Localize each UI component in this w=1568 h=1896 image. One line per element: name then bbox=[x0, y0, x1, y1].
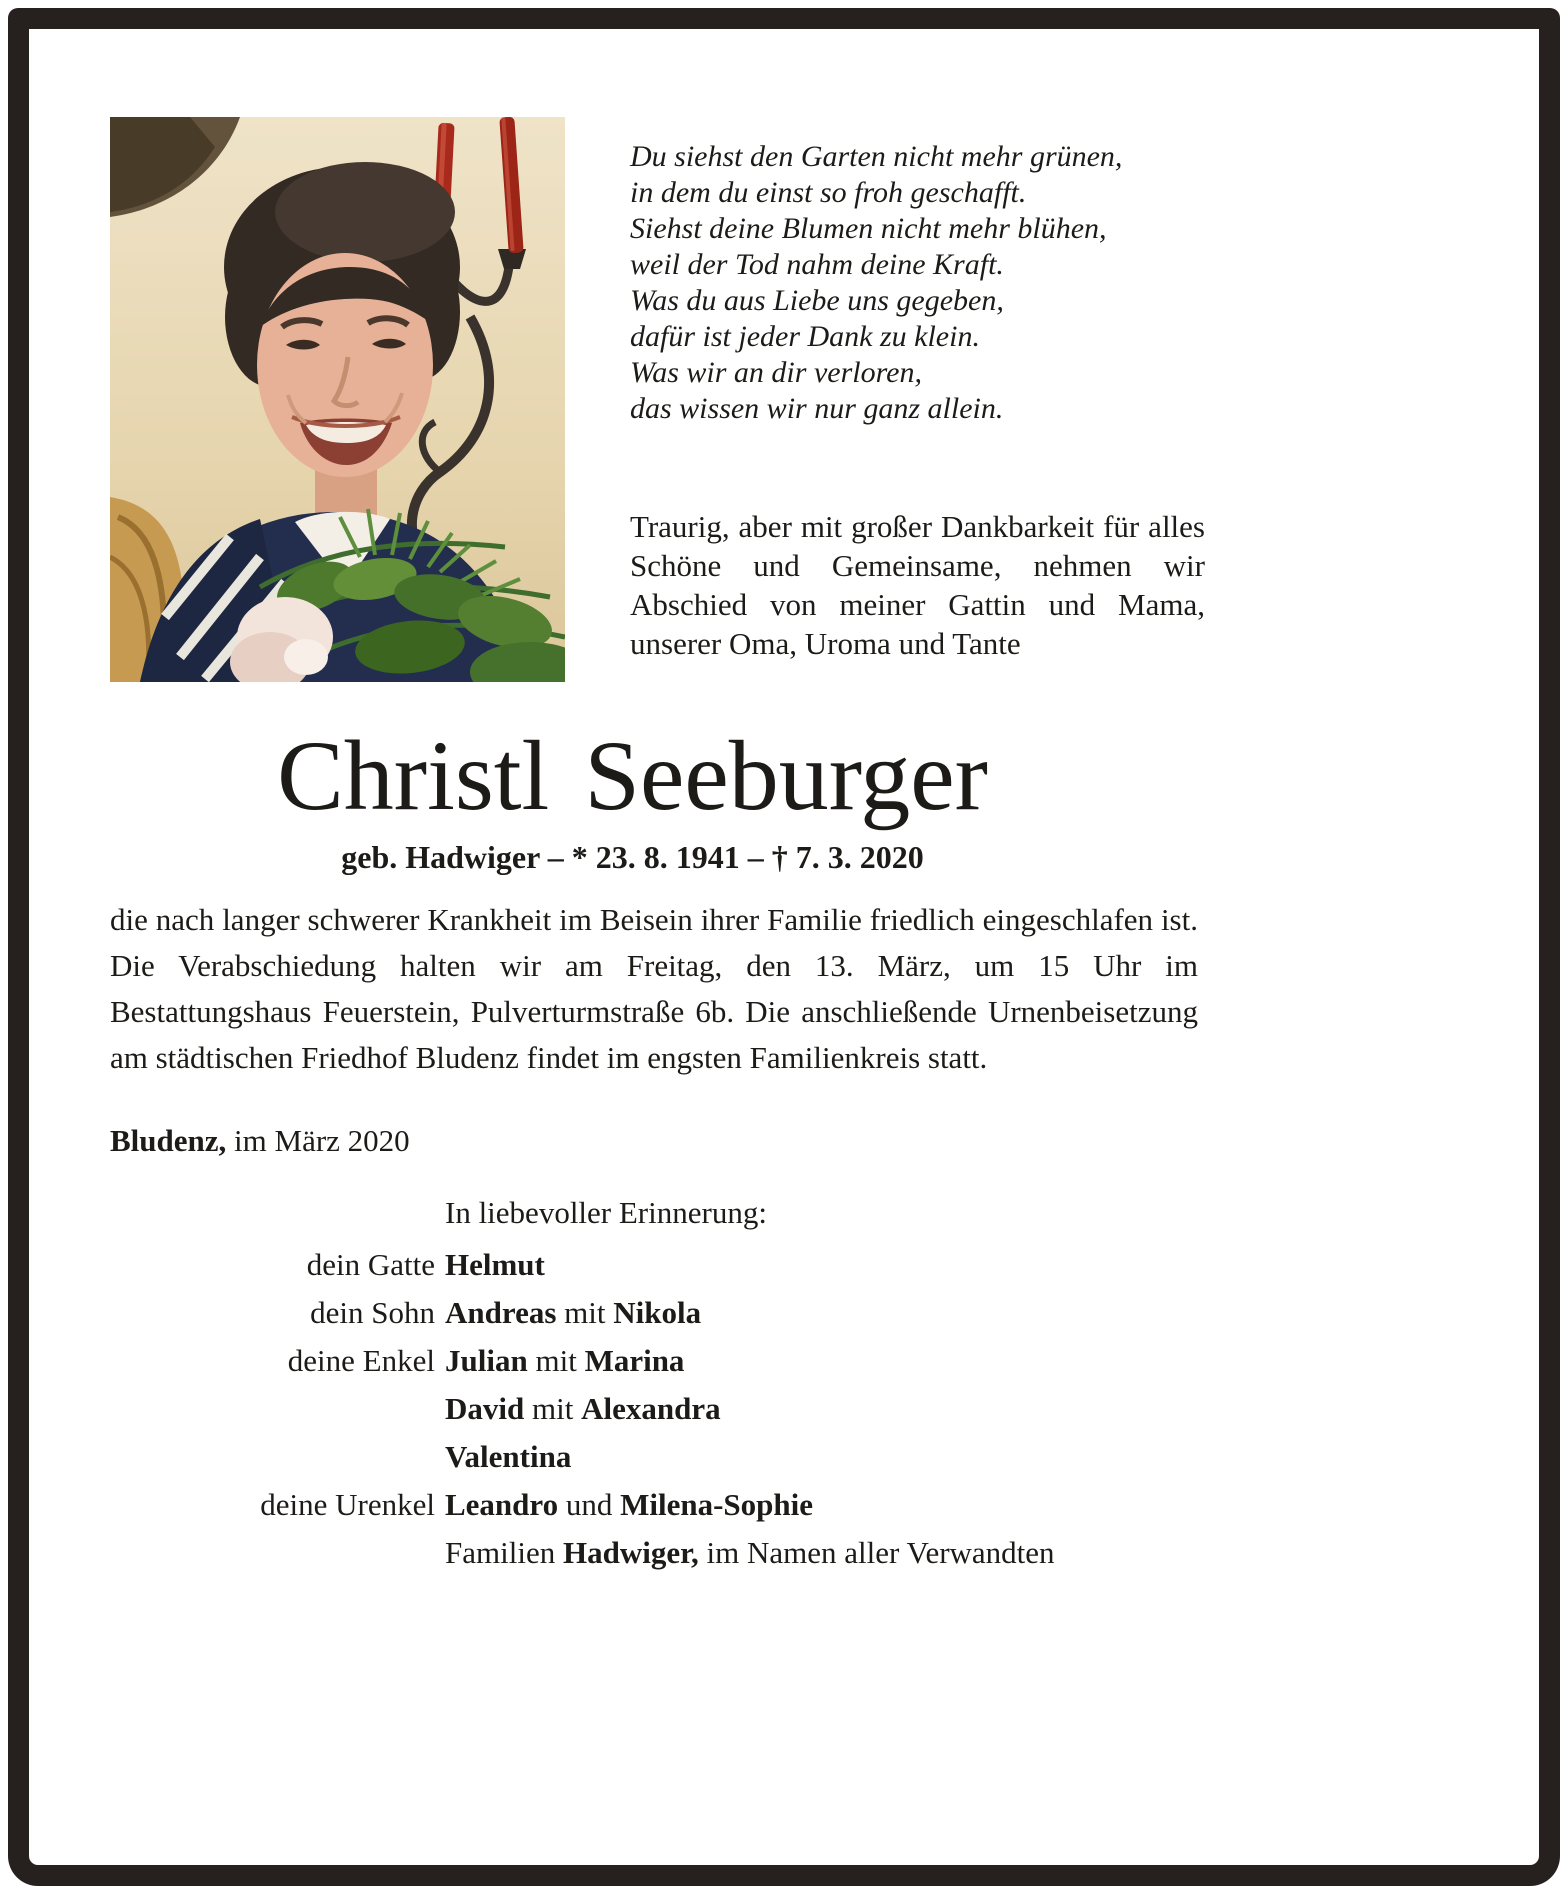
poem-line: Du siehst den Garten nicht mehr grünen, bbox=[630, 140, 1123, 173]
poem-line: das wissen wir nur ganz allein. bbox=[630, 392, 1004, 425]
family-list bbox=[110, 1241, 1055, 1577]
family-row bbox=[110, 1241, 1055, 1289]
place-date-line bbox=[110, 1121, 410, 1161]
family-relation-label: deine Enkel bbox=[287, 1343, 435, 1378]
family-row bbox=[110, 1385, 1055, 1433]
family-relation-label bbox=[110, 1433, 435, 1481]
family-names: David mit Alexandra bbox=[445, 1391, 721, 1426]
poem-line: Was wir an dir verloren, bbox=[630, 356, 922, 389]
portrait-photo bbox=[110, 117, 565, 682]
obituary-frame bbox=[8, 8, 1560, 1886]
family-relation-label bbox=[110, 1529, 435, 1577]
remembrance-heading: In liebevoller Erinnerung: bbox=[445, 1195, 767, 1230]
poem-line: Siehst deine Blumen nicht mehr blühen, bbox=[630, 212, 1107, 245]
family-relation-label: dein Sohn bbox=[310, 1295, 435, 1330]
poem-line: dafür ist jeder Dank zu klein. bbox=[630, 320, 980, 353]
obituary-sheet bbox=[29, 29, 1539, 1865]
family-relation-label: deine Urenkel bbox=[260, 1487, 435, 1522]
family-names: Valentina bbox=[445, 1439, 572, 1474]
family-names: Helmut bbox=[445, 1247, 545, 1282]
intro-paragraph: Traurig, aber mit großer Dankbarkeit für alles Schöne und Gemeinsame, nehmen wir Abschied von meiner Gattin und Mama, unserer Oma, Uroma und Tante bbox=[630, 509, 1205, 661]
family-row bbox=[110, 1529, 1055, 1577]
family-row bbox=[110, 1337, 1055, 1385]
birth-death-line: geb. Hadwiger – * 23. 8. 1941 – † 7. 3. 2020 bbox=[341, 839, 924, 875]
family-names: Julian mit Marina bbox=[445, 1343, 685, 1378]
poem-line: Was du aus Liebe uns gegeben, bbox=[630, 284, 1004, 317]
family-relation-label: dein Gatte bbox=[306, 1247, 435, 1282]
place-name: Bludenz, bbox=[110, 1123, 227, 1158]
family-names: Familien Hadwiger, im Namen aller Verwandten bbox=[445, 1535, 1055, 1570]
portrait-photo-graphic bbox=[110, 117, 565, 682]
deceased-name: Christl Seeburger bbox=[277, 720, 988, 831]
family-row bbox=[110, 1433, 1055, 1481]
family-names: Andreas mit Nikola bbox=[445, 1295, 702, 1330]
poem bbox=[630, 139, 1122, 427]
family-row bbox=[110, 1481, 1055, 1529]
announcement-paragraph: die nach langer schwerer Krankheit im Beisein ihrer Familie friedlich eingeschlafen ist. Die Verabschiedung halten wir am Freitag, den 13. März, um 15 Uhr im Bestattungshaus Feuerstein, Pulverturmstraße 6b. Die anschließende Urnenbeisetzung am städtischen Friedhof Bludenz findet im engsten Familienkreis statt. bbox=[110, 902, 1198, 1075]
family-relation-label bbox=[110, 1385, 435, 1433]
place-date-rest: im März 2020 bbox=[226, 1123, 410, 1158]
poem-line: weil der Tod nahm deine Kraft. bbox=[630, 248, 1004, 281]
family-names: Leandro und Milena-Sophie bbox=[445, 1487, 814, 1522]
family-row bbox=[110, 1289, 1055, 1337]
poem-line: in dem du einst so froh geschafft. bbox=[630, 176, 1027, 209]
